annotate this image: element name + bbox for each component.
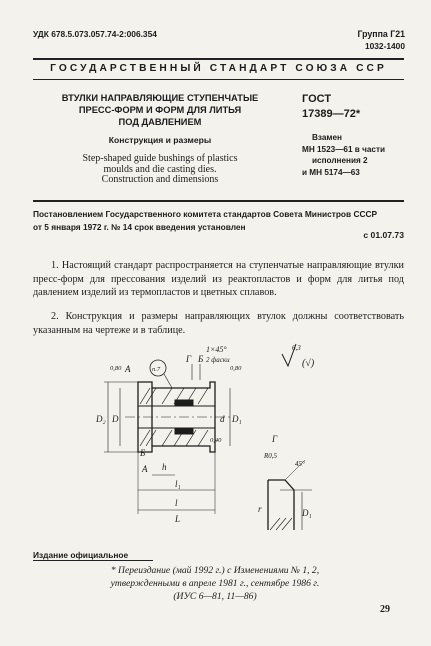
title-subtitle: Конструкция и размеры [108, 135, 212, 145]
replace-line-1: Взамен [312, 133, 342, 142]
label-g: Г [186, 354, 192, 364]
title-english [40, 154, 280, 186]
groove [175, 400, 193, 406]
title-rule [33, 200, 404, 202]
footer-rule [33, 560, 153, 561]
effective-date: с 01.07.73 [363, 230, 404, 240]
group-label: Группа Г21 [357, 29, 405, 39]
title-line-2: ПРЕСС-ФОРМ И ФОРМ ДЛЯ ЛИТЬЯ [78, 105, 242, 116]
chamfer-label: 1×45° [206, 345, 227, 354]
label-L: L [175, 514, 181, 524]
top-rule [33, 58, 404, 60]
title-line-1: ВТУЛКИ НАПРАВЛЯЮЩИЕ СТУПЕНЧАТЫЕ [61, 93, 259, 103]
title-en-line-3: Construction and dimensions [101, 174, 219, 186]
chamfer-count: 2 фаски [206, 356, 230, 364]
detail-label: Г [272, 434, 278, 444]
replace-line-2: МН 1523—61 в части [302, 144, 386, 154]
gost-label: ГОСТ [302, 93, 332, 105]
label-b: Б [198, 354, 204, 364]
banner-rule [33, 79, 404, 80]
udk-code: УДК 678.5.073.057.74-2:006.354 [33, 29, 157, 39]
paragraph-1: 1. Настоящий стандарт распространяется на ступенчатые направляющие втулки пресс-форм для прессования изделий из реактопластов и форм для литья под давлением изделий из термопластов и цветных сплавов. [33, 260, 404, 299]
roughness-080: 0,80 [110, 365, 122, 372]
detail-angle: 45° [295, 460, 305, 468]
detail-r: r [258, 504, 262, 514]
label-l1: l₁ [175, 479, 181, 489]
classification-code: 1032-1400 [364, 41, 405, 51]
official-edition: Издание официальное [33, 550, 129, 560]
title-russian [40, 92, 280, 129]
label-a-bottom: А [142, 464, 148, 474]
roughness-080-right: 0,80 [230, 365, 242, 372]
detail-radius: R0,5 [264, 452, 278, 460]
replace-line-3: исполнения 2 [312, 156, 368, 166]
roughness-040: 0,40 [210, 437, 222, 444]
decree-line-2: от 5 января 1972 г. № 14 срок введения установлен [33, 222, 246, 232]
title-en-line-1: Step-shaped guide bushings of plastics [82, 153, 238, 164]
page-number: 29 [380, 604, 390, 615]
title-line-3: ПОД ДАВЛЕНИЕМ [118, 117, 202, 128]
reprint-line-3: (ИУС 6—81, 11—86) [173, 591, 257, 602]
title-en-line-2: moulds and die casting dies. [103, 163, 217, 175]
label-d2: D₂ [96, 414, 106, 424]
bushing-drawing [80, 340, 410, 550]
label-d-bore: d [220, 414, 225, 424]
label-d: D [112, 414, 119, 424]
reprint-line-2: утвержденными в апреле 1981 г., сентябре 1986 г. [110, 578, 320, 589]
label-h: h [162, 462, 167, 472]
replacement-info [302, 132, 402, 178]
standard-banner: ГОСУДАРСТВЕННЫЙ СТАНДАРТ СОЮЗА ССР [50, 63, 387, 74]
roughness-value: 6,3 [292, 344, 301, 352]
paragraph-2: 2. Конструкция и размеры направляющих втулок должны соответствовать указанным на чертеже и в таблице. [33, 311, 404, 336]
label-b-section: Б [140, 448, 146, 458]
label-l: l [175, 498, 178, 508]
label-d1: D₁ [232, 414, 242, 424]
reprint-line-1: * Переиздание (май 1992 г.) с Изменениями № 1, 2, [110, 565, 320, 576]
decree-line-1: Постановлением Государственного комитета стандартов Совета Министров СССР [33, 209, 378, 219]
label-a: А [125, 364, 131, 374]
reprint-note [80, 564, 350, 603]
detail-view [268, 480, 294, 530]
replace-line-4: и МН 5174—63 [302, 167, 360, 177]
note-ref: п.7 [152, 366, 161, 373]
roughness-paren: (√) [302, 358, 315, 369]
detail-d1: D₁ [302, 508, 312, 518]
gost-number: 17389—72* [302, 108, 361, 120]
